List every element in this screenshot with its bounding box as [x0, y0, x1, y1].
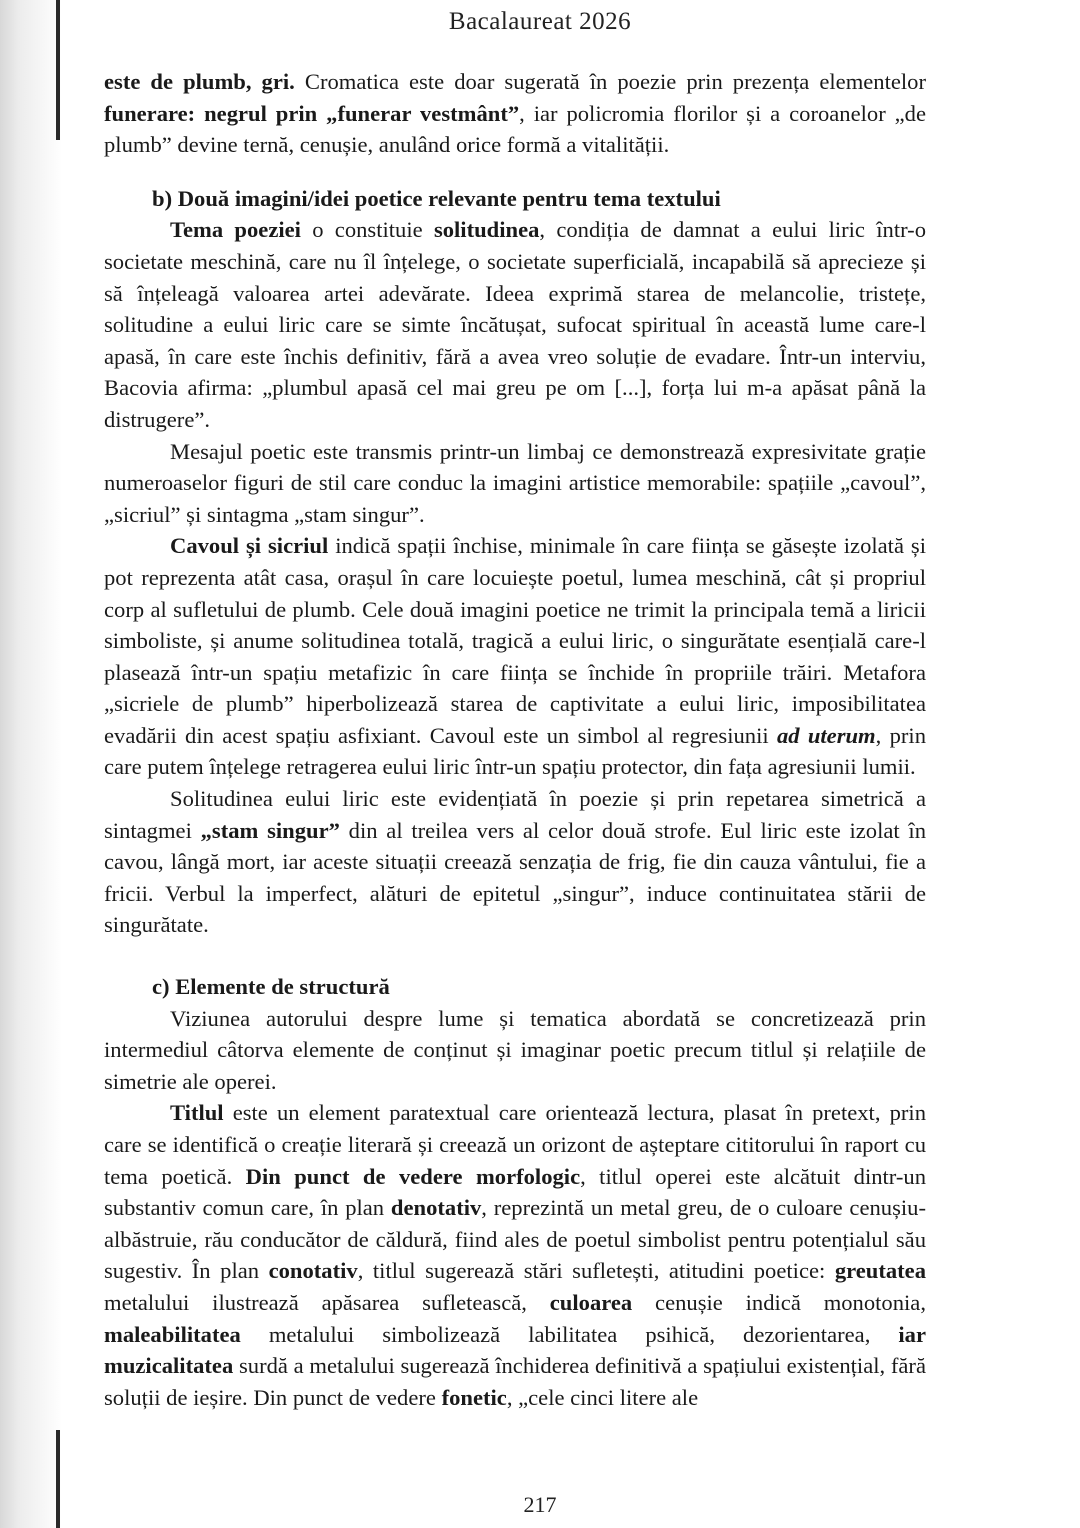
page-spine-shadow: [0, 0, 62, 1528]
text-run: Solitudinea eului liric este evidențiată în poezie și prin repetarea simetrică a sintagmei: [104, 786, 926, 843]
paragraph: Mesajul poetic este transmis printr-un limbaj ce demonstrează expresivitate grație numeroaselor figuri de stil care conduc la imagini artistice memorabile: spațiile „cavoul”, „sicriul” și sintagma „stam singur”.: [104, 438, 926, 527]
page-number: 217: [523, 1492, 557, 1517]
text-run: Cromatica este doar sugerată în poezie prin prezența elementelor: [294, 69, 927, 94]
text-run: o constituie: [300, 217, 434, 243]
section-heading-b: b) Două imagini/idei poetice relevante pentru tema textului: [152, 185, 721, 211]
text-run: este un element paratextual care orientează lectura, plasat în pretext, prin care se identifică o creație literară și creează un orizont de așteptare cititorului în raport cu tema poetică.: [104, 1100, 926, 1189]
paragraph: Viziunea autorului despre lume și tematica abordată se concretizează prin intermediul câtorva elemente de conținut și imaginar poetic precum titlul și relațiile de simetrie ale operei.: [104, 1005, 926, 1094]
bold-text: solitudinea: [433, 217, 540, 243]
bold-text: greutatea: [834, 1258, 927, 1284]
text-run: cenușie indică monotonia,: [632, 1289, 926, 1315]
text-run: metalului simbolizează labilitatea psihică, dezorientarea,: [240, 1321, 899, 1347]
bold-text: denotativ: [390, 1195, 482, 1221]
text-run: surdă a metalului sugerează închiderea definitivă a spațiului existențial, fără soluții de ieșire. Din punct de vedere: [104, 1353, 926, 1410]
text-run: , condiția de damnat a eului liric într-o societate meschină, care nu îl înțelege, o societate superficială, incapabilă să aprecieze și să înțeleagă valoarea artei adevărate. Ideea exprimă starea de melancolie, tristețe, solitudine a eului liric care se simte încătușat, sufocat spiritual în această lume care-l apasă, în care este închis definitiv, fără a avea vreo soluție de evadare. Într-un interviu, Bacovia afirma: „plumbul apasă cel mai greu pe om [...], forța lui m-a apăsat până la distrugere”.: [104, 217, 926, 432]
italic-text: ad uterum: [776, 722, 876, 748]
text-run: , titlul operei este alcătuit dintr-un substantiv comun care, în plan: [104, 1163, 926, 1221]
bold-text: „stam singur”: [200, 817, 340, 843]
bold-text: Din punct de vedere morfologic: [245, 1163, 581, 1189]
text-run: , reprezintă un metal greu, de o culoare cenușiu-albăstruie, rău conducător de căldură, fiind ales de poetul simbolist pentru potențialul său sugestiv. În plan: [104, 1195, 926, 1284]
paragraph: [104, 1097, 926, 1413]
running-head: Bacalaureat 2026: [448, 8, 632, 35]
bold-text: Cavoul și sicriul: [170, 533, 329, 559]
paragraph: [104, 530, 926, 783]
bold-text: funerare: negrul prin „funerar vestmânt”: [104, 100, 520, 126]
bold-text: este de plumb, gri.: [104, 69, 295, 94]
bold-text: conotativ: [268, 1258, 358, 1284]
section-heading-c: c) Elemente de structură: [152, 974, 390, 1000]
paragraph: [104, 783, 926, 941]
text-run: , „cele cinci litere ale: [506, 1384, 699, 1410]
text-run: , iar policromia florilor și a coroanelor „de plumb” devine ternă, cenușie, anulând orice formă a vitalității.: [104, 100, 926, 158]
bold-text: Titlul: [170, 1100, 224, 1126]
text-run: metalului ilustrează apăsarea sufletească,: [104, 1289, 550, 1315]
text-run: , titlul sugerează stări sufletești, atitudini poetice:: [357, 1258, 835, 1284]
page-body: [104, 66, 926, 1413]
bold-text: iar muzicalitatea: [104, 1321, 926, 1379]
text-run: indică spații închise, minimale în care ființa se găsește izolată și pot reprezenta atât casa, orașul în care locuiește poetul, lumea meschină, cât și propriul corp al sufletului de plumb. Cele două imagini poetice ne trimit la principala temă a liricii simboliste, și anume solitudinea totală, tragică a eului liric, o singurătate esențială care-l plasează într-un spațiu metafizic în care ființa se închide în propriile trăiri. Metafora „sicriele de plumb” hiperbolizează starea de captivitate a eului liric, imposibilitatea evadării din acest spațiu asfixiant. Cavoul este un simbol al regresiunii: [104, 533, 926, 748]
bold-text: maleabilitatea: [104, 1321, 241, 1347]
paragraph: [104, 66, 926, 161]
text-run: , prin care putem înțelege retragerea eului liric într-un spațiu protector, din fața agresiunii lumii.: [104, 722, 926, 780]
bold-text: culoarea: [549, 1289, 633, 1315]
paragraph: [104, 214, 926, 435]
bold-text: fonetic: [441, 1384, 507, 1410]
bold-text: Tema poeziei: [170, 217, 301, 243]
text-run: din al treilea vers al celor două strofe. Eul liric este izolat în cavou, lângă mort, iar aceste situații creează senzația de frig, fie din cauza vântului, fie a fricii. Verbul la imperfect, alături de epitetul „singur”, induce continuitatea stării de singurătate.: [104, 817, 927, 938]
